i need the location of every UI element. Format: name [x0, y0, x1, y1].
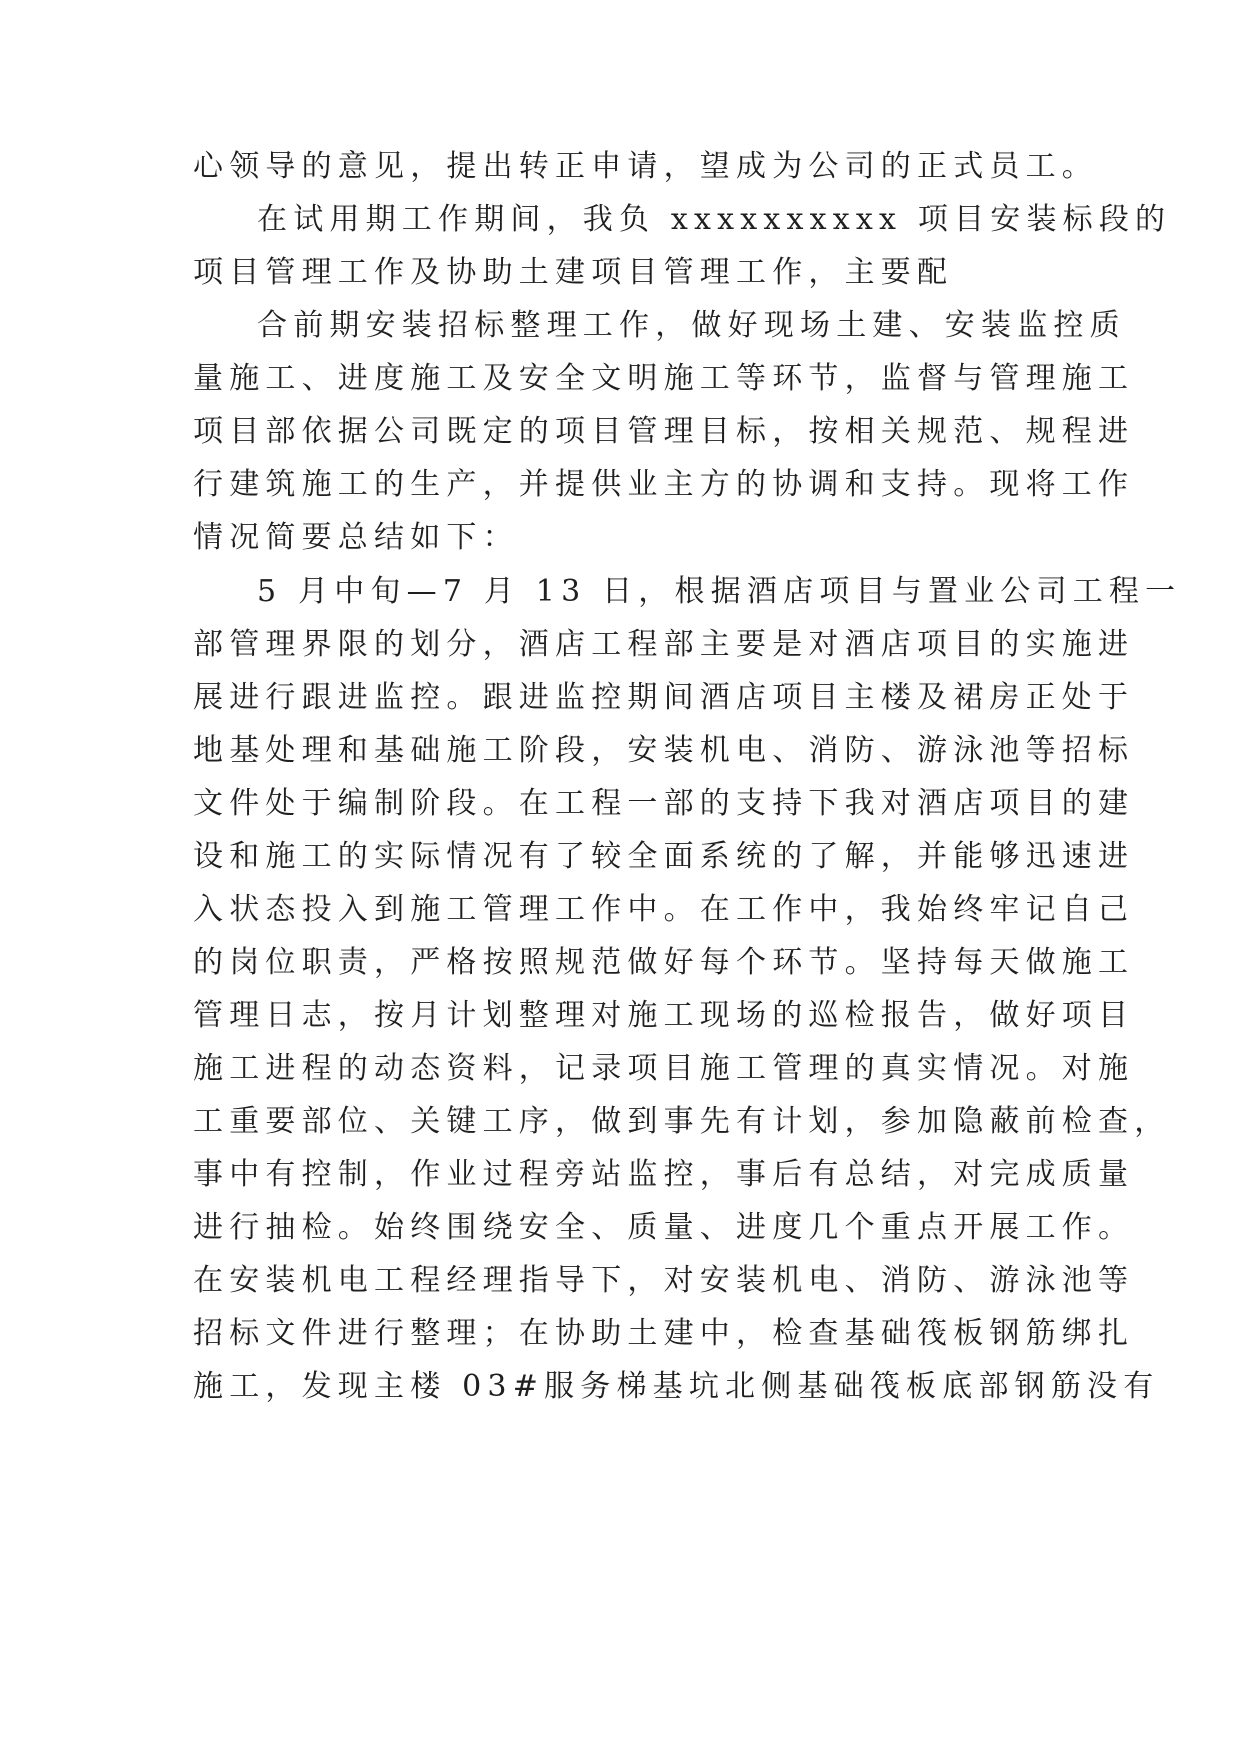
text-line: 招标文件进行整理；在协助土建中，检查基础筏板钢筋绑扎 — [193, 1316, 1135, 1351]
text-line: 在安装机电工程经理指导下，对安装机电、消防、游泳池等 — [193, 1263, 1135, 1298]
text-line: 心领导的意见，提出转正申请，望成为公司的正式员工。 — [193, 149, 1098, 184]
text-line: 施工进程的动态资料，记录项目施工管理的真实情况。对施 — [193, 1051, 1135, 1086]
text-line: 的岗位职责，严格按照规范做好每个环节。坚持每天做施工 — [193, 945, 1135, 980]
text-line: 量施工、进度施工及安全文明施工等环节，监督与管理施工 — [193, 361, 1135, 396]
text-line: 管理日志，按月计划整理对施工现场的巡检报告，做好项目 — [193, 998, 1135, 1033]
text-line: 行建筑施工的生产，并提供业主方的协调和支持。现将工作 — [193, 467, 1135, 502]
text-line: 设和施工的实际情况有了较全面系统的了解，并能够迅速进 — [193, 839, 1135, 874]
text-line: 5 月中旬—7 月 13 日，根据酒店项目与置业公司工程一 — [257, 574, 1182, 609]
text-line: 项目管理工作及协助土建项目管理工作，主要配 — [193, 255, 954, 290]
text-line: 展进行跟进监控。跟进监控期间酒店项目主楼及裙房正处于 — [193, 680, 1135, 715]
text-line: 入状态投入到施工管理工作中。在工作中，我始终牢记自己 — [193, 892, 1135, 927]
text-line: 文件处于编制阶段。在工程一部的支持下我对酒店项目的建 — [193, 786, 1135, 821]
text-line: 部管理界限的划分，酒店工程部主要是对酒店项目的实施进 — [193, 627, 1135, 662]
text-line: 项目部依据公司既定的项目管理目标，按相关规范、规程进 — [193, 414, 1135, 449]
text-line: 进行抽检。始终围绕安全、质量、进度几个重点开展工作。 — [193, 1210, 1135, 1245]
text-line: 情况简要总结如下： — [193, 520, 519, 555]
text-line: 施工，发现主楼 03#服务梯基坑北侧基础筏板底部钢筋没有 — [193, 1369, 1160, 1404]
text-line: 事中有控制，作业过程旁站监控，事后有总结，对完成质量 — [193, 1157, 1135, 1192]
text-line: 合前期安装招标整理工作，做好现场土建、安装监控质 — [257, 308, 1126, 343]
text-line: 在试用期工作期间，我负 xxxxxxxxxx 项目安装标段的 — [257, 202, 1172, 237]
text-line: 工重要部位、关键工序，做到事先有计划，参加隐蔽前检查， — [193, 1104, 1171, 1139]
text-line: 地基处理和基础施工阶段，安装机电、消防、游泳池等招标 — [193, 733, 1135, 768]
